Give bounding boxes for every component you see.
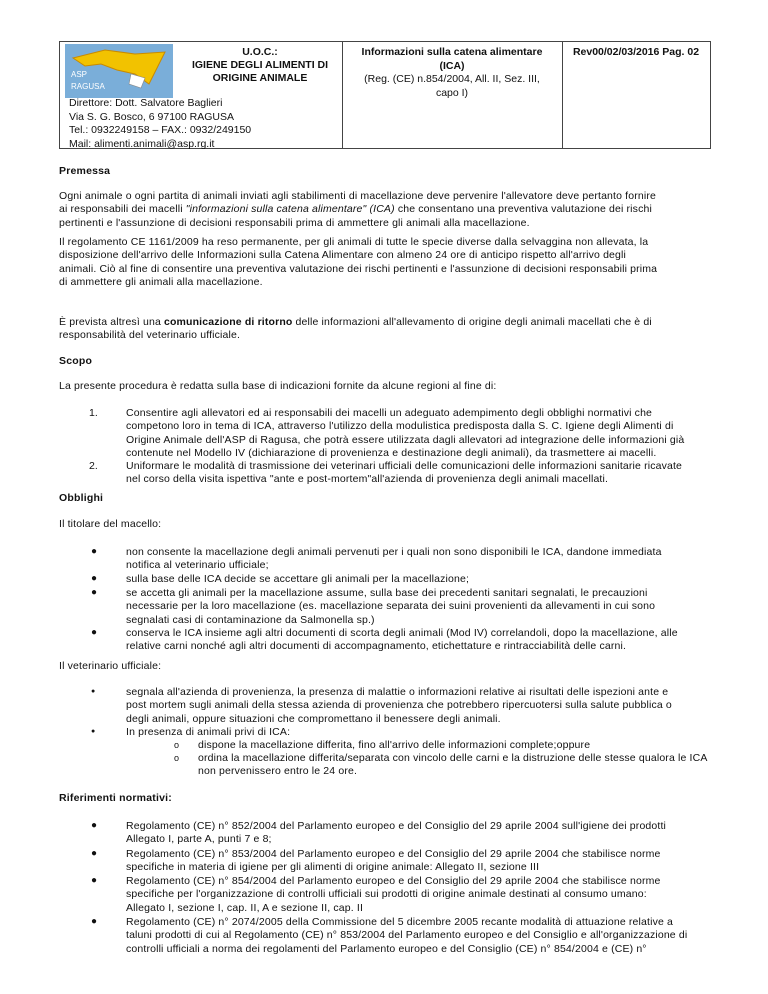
bullet-icon: ● [91,848,98,859]
scopo-intro: La presente procedura è redatta sulla base di indicazioni fornite da alcune regioni al fine di: [59,380,497,392]
bullet-icon: ● [91,627,98,638]
premessa-heading: Premessa [59,165,111,177]
titolare-item-1: non consente la macellazione degli animali pervenuti per i quali non sono disponibili le ICA, dandone immediata notifica al veterinario ufficiale; [126,546,662,572]
bullet-icon: ● [91,573,98,584]
titolare-item-3: se accetta gli animali per la macellazione assume, sulla base dei precedenti sanitari segnalati, le precauzioni necessarie per la loro macellazione (es. macellazione separata dei suini provenienti da allevamenti in cui sono segnalati casi di contaminazione da Salmonella sp.) [126,587,656,626]
header-cell-ica [342,42,563,148]
ica-ref-line-1: (Reg. (CE) n.854/2004, All. II, Sez. III, [364,73,540,85]
email: Mail: alimenti.animali@asp.rg.it [69,137,215,150]
bullet-icon: ● [91,728,96,735]
obblighi-heading: Obblighi [59,492,104,504]
riferimento-item-2: Regolamento (CE) n° 853/2004 del Parlamento europeo e del Consiglio del 29 aprile 2004 che stabilisce norme specifiche in materia di igiene per gli alimenti di origine animale: Allegato II, sezione III [126,848,661,874]
riferimento-item-4: Regolamento (CE) n° 2074/2005 della Commissione del 5 dicembre 2005 recante modalità di attuazione relative a taluni prodotti di cui al Regolamento (CE) n° 853/2004 del Parlamento europeo e del Consiglio e all'organizzazione di controlli ufficiali a norma dei regolamenti del Parlamento europeo e del Consiglio (CE) n° 854/2004 e (CE) n° [126,916,688,955]
bullet-icon: ● [91,916,98,927]
ica-ref-line-2: capo I) [435,86,469,99]
premessa-paragraph-2: Il regolamento CE 1161/2009 ha reso permanente, per gli animali di tutte le specie diverse dalla selvaggina non allevata, la disposizione dell'arrivo delle Informazioni sulla Catena Alimentare con almeno 24 ore di anticipo rispetto all'arrivo degli animali. Ciò al fine di consentire una preventiva valutazione dei rischi pertinenti e l'assunzione di decisioni responsabili prima di ammettere gli animali alla macellazione. [59,236,658,288]
ica-title-line-1: Informazioni sulla catena alimentare [361,46,543,58]
scopo-item-1: Consentire agli allevatori ed ai responsabili dei macelli un adeguato adempimento degli obblighi normativi che competono loro in tema di ICA, attraverso l'utilizzo della modulistica predisposta dalla S. C. Igiene degli Alimenti di Origine Animale dell'ASP di Ragusa, che potrà essere utilizzata dagli allevatori ad integrazione delle informazioni già contenute nel Modello IV (dichiarazione di provenienza e destinazione degli animali), da trasmettere ai macelli. [126,407,685,459]
bullet-icon: ● [91,546,98,557]
sub-bullet-icon: o [174,753,180,763]
sub-bullet-icon: o [174,740,180,750]
asp-ragusa-logo [65,44,173,98]
vet-sub-item-2: ordina la macellazione differita/separata con vincolo delle carni e la distruzione delle stesse qualora le ICA non pervenissero entro le 24 ore. [198,752,708,778]
ica-title [342,46,562,100]
uoc-line-1: U.O.C.: [242,46,278,58]
svg-text:ASP: ASP [71,70,88,79]
premessa-paragraph-1: Ogni animale o ogni partita di animali inviati agli stabilimenti di macellazione deve pervenire l'allevatore deve pertanto fornire ai responsabili dei macelli "informazioni sulla catena alimentare" (ICA) che consentano una preventiva valutazione dei rischi pertinenti e l'assunzione di decisioni responsabili prima di ammettere gli animali alla macellazione. [59,190,656,229]
header-table [59,41,711,149]
vet-intro: Il veterinario ufficiale: [59,660,162,672]
titolare-item-2: sulla base delle ICA decide se accettare gli animali per la macellazione; [126,573,470,585]
vet-item-2: In presenza di animali privi di ICA: [126,726,291,738]
bullet-icon: ● [91,875,98,886]
uoc-line-3: ORIGINE ANIMALE [212,72,308,84]
titolare-item-4: conserva le ICA insieme agli altri documenti di scorta degli animali (Mod IV) correlandoli, dopo la macellazione, alle relative carni nonché agli altri documenti di accompagnamento, etichettature e rintracciabilità delle carni. [126,627,678,653]
contact-block [69,97,251,151]
bullet-icon: ● [91,820,98,831]
riferimenti-heading: Riferimenti normativi: [59,792,172,804]
ica-title-line-2: (ICA) [439,59,465,72]
vet-item-1: segnala all'azienda di provenienza, la presenza di malattie o informazioni relative ai risultati delle ispezioni ante e post mortem sugli animali della stessa azienda di provenienza che potrebbero ripercuotersi sulla salute pubblica o degli animali, oppure situazioni che compromettano il benessere degli animali. [126,686,672,725]
riferimento-item-1: Regolamento (CE) n° 852/2004 del Parlamento europeo e del Consiglio del 29 aprile 2004 sull'igiene dei prodotti Allegato I, parte A, punti 7 e 8; [126,820,667,846]
vet-sub-item-1: dispone la macellazione differita, fino all'arrivo delle informazioni complete;oppure [198,739,591,751]
titolare-intro: Il titolare del macello: [59,518,162,530]
scopo-item-1-number: 1. [89,407,98,419]
bullet-icon: ● [91,587,98,598]
header-cell-revision [562,42,710,148]
address: Via S. G. Bosco, 6 97100 RAGUSA [69,110,234,123]
revision-label: Rev00/02/03/2016 Pag. 02 [572,46,700,58]
uoc-title [180,46,340,85]
riferimento-item-3: Regolamento (CE) n° 854/2004 del Parlamento europeo e del Consiglio del 29 aprile 2004 che stabilisce norme specifiche per l'organizzazione di controlli ufficiali sui prodotti di origine animale destinati al consumo umano: Allegato I, sezione I, cap. II, A e sezione II, cap. II [126,875,661,914]
svg-text:RAGUSA: RAGUSA [71,82,105,91]
premessa-paragraph-3: È prevista altresì una comunicazione di ritorno delle informazioni all'allevamento di origine degli animali macellati che è di responsabilità del veterinario ufficiale. [59,316,652,342]
director: Direttore: Dott. Salvatore Baglieri [69,97,223,109]
scopo-item-2: Uniformare le modalità di trasmissione dei veterinari ufficiali delle comunicazioni delle informazioni sanitarie ricavate nel corso della visita ispettiva "ante e post-mortem"all'azienda di provenienza degli animali macellati. [126,460,683,486]
uoc-line-2: IGIENE DEGLI ALIMENTI DI [191,59,329,71]
scopo-heading: Scopo [59,355,93,367]
bullet-icon: ● [91,688,96,695]
scopo-item-2-number: 2. [89,460,98,472]
header-cell-uoc [60,42,343,148]
phone-fax: Tel.: 0932249158 – FAX.: 0932/249150 [69,124,252,136]
